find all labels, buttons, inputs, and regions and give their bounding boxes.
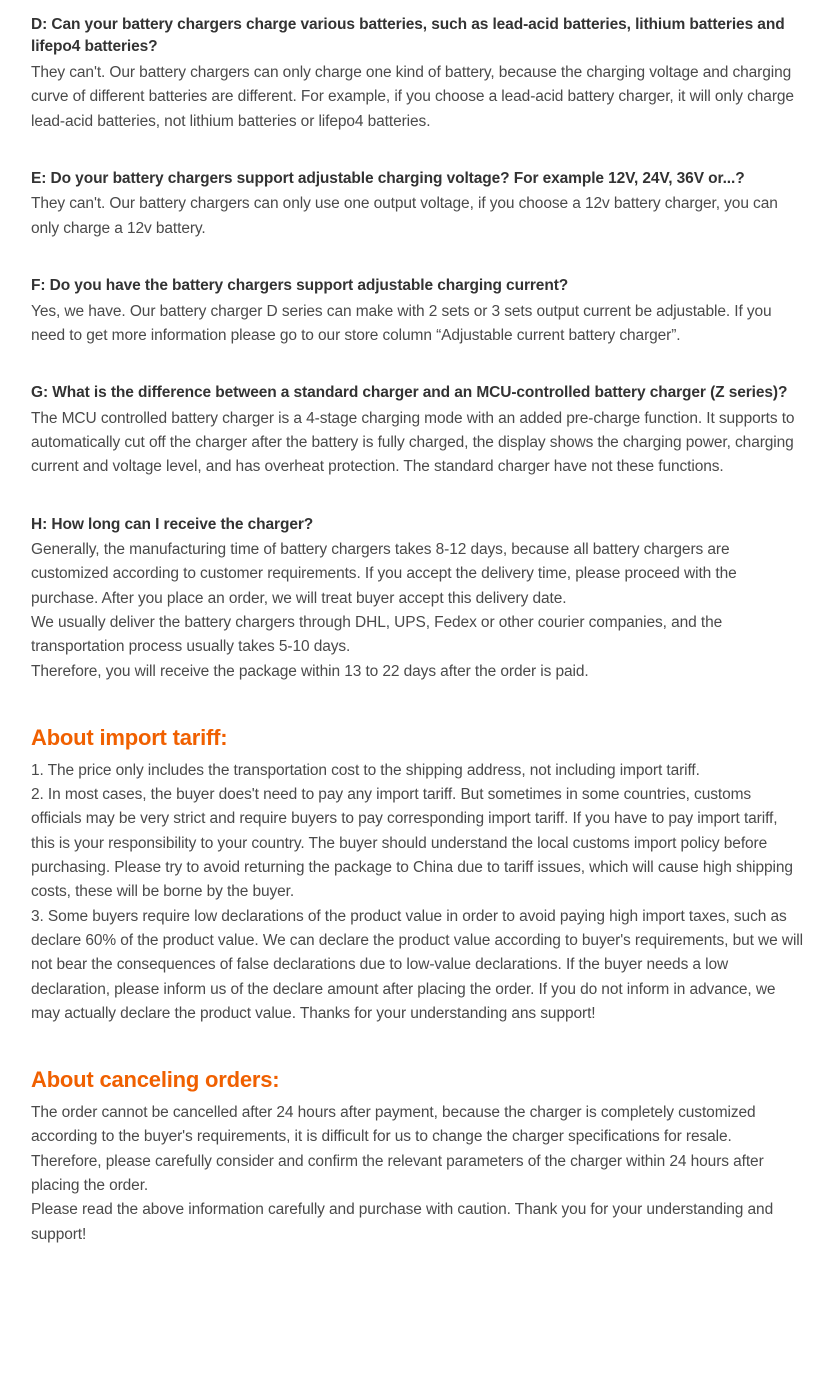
faq-answer: They can't. Our battery chargers can only use one output voltage, if you choose a 12v battery charger, you can only charge a 12v battery. [31,195,778,237]
faq-question: G: What is the difference between a standard charger and an MCU-controlled battery charger (Z series)? [31,384,788,402]
canceling-orders-section [31,1066,805,1247]
tariff-line-3: 3. Some buyers require low declarations of the product value in order to avoid paying high import taxes, such as declare 60% of the product value. We can declare the product value according to buyer's requirements, but we will not bear the consequences of false declarations due to low-value declarations. If the buyer needs a low declaration, please inform us of the declare amount after placing the order. If you do not inform in advance, we may actually declare the product value. Thanks for your understanding ans support! [31,907,803,1022]
tariff-line-1: 1. The price only includes the transportation cost to the shipping address, not including import tariff. [31,761,700,779]
faq-question: E: Do your battery chargers support adjustable charging voltage? For example 12V, 24V, 36V or...? [31,169,745,187]
faq-answer: Yes, we have. Our battery charger D series can make with 2 sets or 3 sets output current be adjustable. If you need to get more information please go to our store column “Adjustable current battery charger”. [31,302,772,344]
section-title-canceling-orders: About canceling orders: [31,1067,280,1093]
faq-item-d [31,14,805,134]
cancel-line-2: Please read the above information carefully and purchase with caution. Thank you for your understanding and support! [31,1201,774,1243]
faq-answer-line2: We usually deliver the battery chargers through DHL, UPS, Fedex or other courier companies, and the transportation process usually takes 5-10 days. [31,614,723,656]
faq-item-g [31,382,805,479]
tariff-line-2: 2. In most cases, the buyer does't need to pay any import tariff. But sometimes in some countries, customs officials may be very strict and require buyers to pay corresponding import tariff. If you have to pay import tariff, this is your responsibility to your country. The buyer should understand the local customs import policy before purchasing. Please try to avoid returning the package to China due to tariff issues, which will cause high shipping costs, these will be borne by the buyer. [31,785,793,901]
faq-item-e [31,168,805,241]
faq-answer: They can't. Our battery chargers can only charge one kind of battery, because the charging voltage and charging curve of different batteries are different. For example, if you choose a lead-acid battery charger, it will only charge lead-acid batteries, not lithium batteries or lifepo4 batteries. [31,63,794,130]
cancel-line-1: The order cannot be cancelled after 24 hours after payment, because the charger is completely customized according to the buyer's requirements, it is difficult for us to change the charger specifications for resale. Therefore, please carefully consider and confirm the relevant parameters of the charger within 24 hours after placing the order. [31,1103,764,1194]
faq-answer-line3: Therefore, you will receive the package within 13 to 22 days after the order is paid. [31,662,589,680]
faq-answer: Generally, the manufacturing time of battery chargers takes 8-12 days, because all battery chargers are customized according to customer requirements. If you accept the delivery time, please proceed with the purchase. After you place an order, we will treat buyer accept this delivery date. [31,541,737,607]
faq-item-h [31,514,805,684]
faq-question: F: Do you have the battery chargers support adjustable charging current? [31,277,569,295]
faq-question: H: How long can I receive the charger? [31,515,314,533]
section-title-import-tariff: About import tariff: [31,725,228,751]
import-tariff-body [31,759,805,1027]
faq-question: D: Can your battery chargers charge various batteries, such as lead-acid batteries, lithium batteries and lifepo4 batteries? [31,16,785,56]
faq-answer: The MCU controlled battery charger is a 4-stage charging mode with an added pre-charge function. It supports to automatically cut off the charger after the battery is fully charged, the display shows the charging power, charging current and voltage level, and has overheat protection. The standard charger have not these functions. [31,409,795,476]
import-tariff-section [31,724,805,1026]
faq-item-f [31,275,805,348]
canceling-orders-body [31,1101,805,1247]
